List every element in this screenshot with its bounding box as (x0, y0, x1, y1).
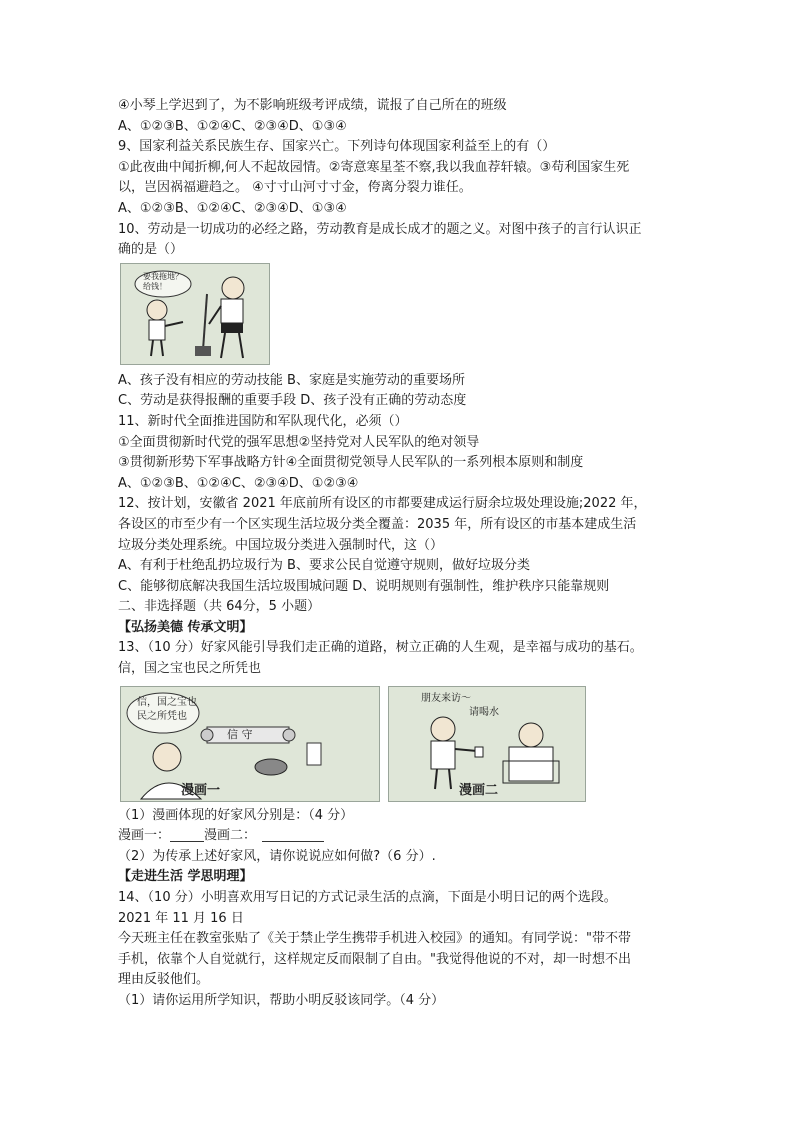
q13-cartoon-1-quote-line1: 信，国之宝也 (137, 696, 197, 708)
q13-stem-line1: 13、（10 分）好家风能引导我们走正确的道路，树立正确的人生观，是幸福与成功的基石。 (118, 640, 643, 656)
q9-items-line1: ①此夜曲中闻折柳,何人不起故园情。②寄意寒星荃不察,我以我血荐轩辕。③苟利国家生死 (118, 159, 630, 175)
q13-blank-label-1: 漫画一： (118, 828, 171, 844)
q14-stem: 14、（10 分）小明喜欢用写日记的方式记录生活的点滴，下面是小明日记的两个选段。 (118, 890, 617, 906)
q14-diary-date: 2021 年 11 月 16 日 (118, 910, 244, 926)
q14-diary-line3: 理由反驳他们。 (118, 972, 210, 988)
q9-items-line2: 以，岂因祸福避趋之。 ④寸寸山河寸寸金，侉离分裂力谁任。 (118, 180, 472, 196)
q10-stem-line2: 确的是（） (118, 242, 184, 258)
q13-cartoon-2-speech-line2: 请喝水 (469, 706, 499, 718)
q8-options: A、①②③B、①②④C、②③④D、①③④ (118, 118, 347, 134)
q9-options: A、①②③B、①②④C、②③④D、①③④ (118, 200, 347, 216)
section-heading-virtue: 【弘扬美德 传承文明】 (118, 619, 253, 635)
q13-answer-blank-2[interactable] (262, 827, 324, 842)
q11-stem: 11、新时代全面推进国防和军队现代化，必须（） (118, 413, 408, 429)
q11-items-line2: ③贯彻新形势下军事战略方针④全面贯彻党领导人民军队的一系列根本原则和制度 (118, 455, 584, 471)
q10-stem-line1: 10、劳动是一切成功的必经之路，劳动教育是成长成才的题之义。对图中孩子的言行认识正 (118, 221, 642, 237)
q13-cartoon-1 (120, 686, 380, 802)
q12-options-line1: A、有利于杜绝乱扔垃圾行为 B、要求公民自觉遵守规则，做好垃圾分类 (118, 558, 530, 574)
q9-stem: 9、国家利益关系民族生存、国家兴亡。下列诗句体现国家利益至上的有（） (118, 139, 556, 155)
q13-sub2: （2）为传承上述好家风，请你说说应如何做?（6 分）. (118, 848, 436, 864)
q13-cartoon-2-caption: 漫画二 (459, 782, 499, 798)
q8-item-4: ④小琴上学迟到了，为不影响班级考评成绩，谎报了自己所在的班级 (118, 98, 507, 113)
q14-diary-line1: 今天班主任在教室张贴了《关于禁止学生携带手机进入校园》的通知。有同学说："带不带 (118, 931, 631, 947)
q13-answer-blank-1[interactable] (170, 827, 204, 842)
q13-cartoon-1-scroll-text: 信 守 (227, 727, 253, 741)
q13-cartoons (118, 686, 678, 804)
q12-stem-line2: 各设区的市至少有一个区实现生活垃圾分类全覆盖：2035 年，所有设区的市基本建成生活 (118, 516, 637, 532)
q13-stem-line2: 信，国之宝也民之所凭也 (118, 661, 262, 677)
q13-sub1: （1）漫画体现的好家风分别是：（4 分） (118, 807, 354, 823)
q14-diary-line2: 手机，依靠个人自觉就行，这样规定反而限制了自由。"我觉得他说的不对，却一时想不出 (118, 951, 631, 967)
q14-sub1: （1）请你运用所学知识，帮助小明反驳该同学。（4 分） (118, 993, 445, 1008)
q13-cartoon-1-quote-line2: 民之所凭也 (137, 710, 187, 722)
q12-options-line2: C、能够彻底解决我国生活垃圾围城问题 D、说明规则有强制性，维护秩序只能靠规则 (118, 578, 610, 594)
section-heading-life: 【走进生活 学思明理】 (118, 869, 253, 885)
q12-stem-line3: 垃圾分类处理系统。中国垃圾分类进入强制时代，这（） (118, 537, 444, 553)
q11-options: A、①②③B、①②④C、②③④D、①②③④ (118, 475, 359, 491)
part2-heading: 二、非选择题（共 64分，5 小题） (118, 599, 321, 615)
q10-options-line2: C、劳动是获得报酬的重要手段 D、孩子没有正确的劳动态度 (118, 393, 467, 409)
q13-blank-label-2: 漫画二： (204, 828, 257, 844)
q13-cartoon-2-speech-line1: 朋友来访～ (421, 692, 471, 704)
q11-items-line1: ①全面贯彻新时代党的强军思想②坚持党对人民军队的绝对领导 (118, 434, 480, 450)
q10-cartoon (120, 263, 270, 365)
q13-blanks-line (118, 826, 678, 847)
q13-cartoon-2 (388, 686, 586, 802)
q12-stem-line1: 12、按计划，安徽省 2021 年底前所有设区的市都要建成运行厨余垃圾处理设施;2022 年， (118, 496, 647, 512)
q13-cartoon-1-caption: 漫画一 (181, 782, 221, 798)
q10-options-line1: A、孩子没有相应的劳动技能 B、家庭是实施劳动的重要场所 (118, 372, 465, 388)
q10-speech-bubble: 要我拖地？给钱！ (143, 271, 183, 291)
exam-page (118, 96, 678, 1012)
